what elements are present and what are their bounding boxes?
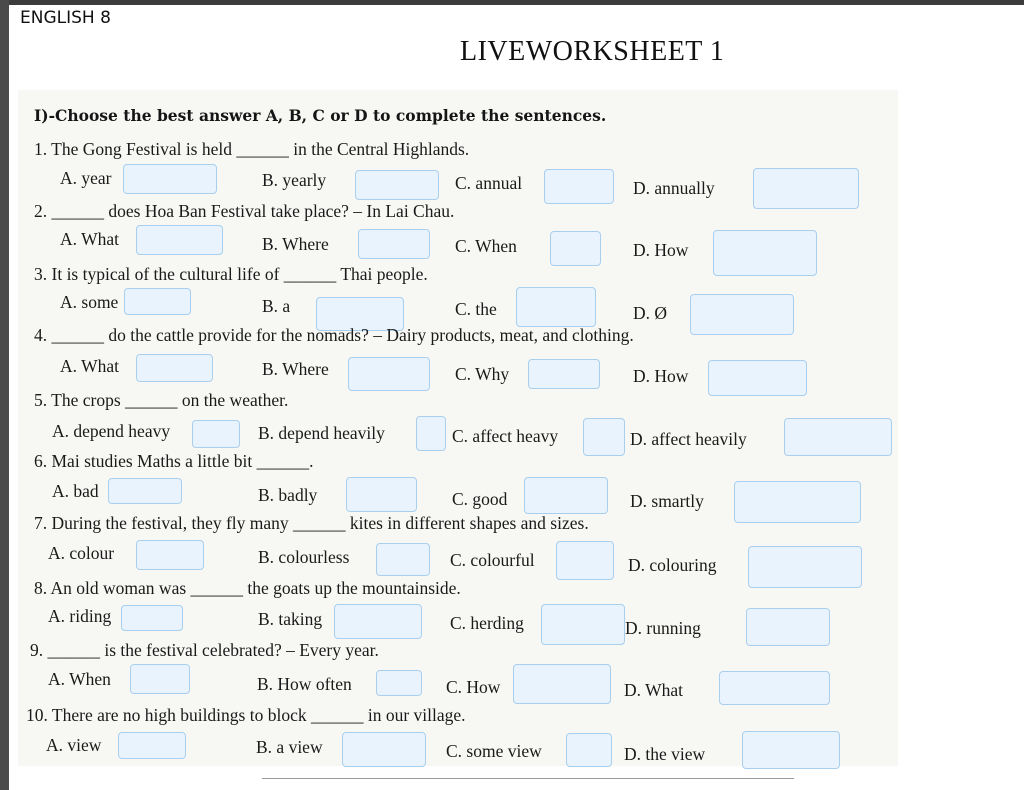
option-7b: B. colourless [258, 547, 350, 567]
question-4: 4. ______ do the cattle provide for the nomads? – Dairy products, meat, and clothing. [34, 325, 634, 345]
option-9a: A. When [48, 669, 111, 689]
answer-box-9b[interactable] [376, 670, 422, 696]
answer-box-8b[interactable] [334, 604, 422, 639]
option-10d: D. the view [624, 744, 706, 764]
option-4c: C. Why [455, 364, 510, 384]
answer-box-7d[interactable] [748, 546, 862, 588]
bottom-rule [262, 778, 794, 779]
answer-box-2c[interactable] [550, 231, 601, 266]
answer-box-10a[interactable] [118, 732, 186, 759]
option-1d: D. annually [633, 178, 715, 198]
answer-box-2a[interactable] [136, 225, 223, 255]
option-6b: B. badly [258, 485, 318, 505]
answer-box-2d[interactable] [713, 230, 817, 276]
answer-box-3d[interactable] [690, 294, 794, 335]
question-2: 2. ______ does Hoa Ban Festival take place? – In Lai Chau. [34, 201, 455, 221]
answer-box-7b[interactable] [376, 543, 430, 576]
page-title: LIVEWORKSHEET 1 [460, 36, 725, 67]
answer-box-8a[interactable] [121, 605, 183, 631]
option-1c: C. annual [455, 173, 523, 193]
answer-box-3c[interactable] [516, 287, 596, 327]
option-3a: A. some [60, 292, 119, 312]
answer-box-6c[interactable] [524, 477, 608, 514]
option-4b: B. Where [262, 359, 329, 379]
option-8c: C. herding [450, 613, 524, 633]
answer-box-9a[interactable] [130, 664, 190, 694]
option-8a: A. riding [48, 606, 112, 626]
left-border [0, 0, 9, 790]
answer-box-9c[interactable] [513, 664, 611, 704]
answer-box-8c[interactable] [541, 604, 625, 645]
question-9: 9. ______ is the festival celebrated? – Every year. [30, 640, 379, 660]
answer-box-10c[interactable] [566, 733, 612, 767]
option-10a: A. view [46, 735, 102, 755]
option-1a: A. year [60, 168, 112, 188]
option-3d: D. Ø [633, 303, 668, 323]
answer-box-10d[interactable] [742, 731, 840, 769]
option-9d: D. What [624, 680, 683, 700]
answer-box-3a[interactable] [124, 288, 191, 315]
option-7c: C. colourful [450, 550, 535, 570]
option-9b: B. How often [257, 674, 352, 694]
answer-box-2b[interactable] [358, 229, 430, 259]
answer-box-4c[interactable] [528, 359, 600, 389]
option-7d: D. colouring [628, 555, 717, 575]
option-5d: D. affect heavily [630, 429, 747, 449]
top-border [0, 0, 1024, 5]
instruction-text: I)-Choose the best answer A, B, C or D to complete the sentences. [34, 106, 607, 125]
option-6a: A. bad [52, 481, 99, 501]
question-1: 1. The Gong Festival is held ______ in the Central Highlands. [34, 139, 470, 159]
option-4d: D. How [633, 366, 689, 386]
question-3: 3. It is typical of the cultural life of ______ Thai people. [34, 264, 428, 284]
question-5: 5. The crops ______ on the weather. [34, 390, 289, 410]
option-2b: B. Where [262, 234, 329, 254]
answer-box-5a[interactable] [192, 420, 240, 448]
answer-box-6b[interactable] [346, 477, 417, 512]
answer-box-4d[interactable] [708, 360, 807, 396]
answer-box-1b[interactable] [355, 170, 439, 200]
answer-box-7c[interactable] [556, 541, 614, 580]
option-6c: C. good [452, 489, 508, 509]
option-3b: B. a [262, 296, 291, 316]
option-6d: D. smartly [630, 491, 704, 511]
option-2d: D. How [633, 240, 689, 260]
question-8: 8. An old woman was ______ the goats up the mountainside. [34, 578, 461, 598]
option-10b: B. a view [256, 737, 323, 757]
question-6: 6. Mai studies Maths a little bit ______. [34, 451, 314, 471]
option-2a: A. What [60, 229, 119, 249]
option-10c: C. some view [446, 741, 542, 761]
option-1b: B. yearly [262, 170, 327, 190]
answer-box-6d[interactable] [734, 481, 861, 523]
answer-box-4a[interactable] [136, 354, 213, 382]
option-9c: C. How [446, 677, 501, 697]
answer-box-5c[interactable] [583, 418, 625, 456]
option-8b: B. taking [258, 609, 323, 629]
answer-box-7a[interactable] [136, 540, 204, 570]
answer-box-8d[interactable] [746, 608, 830, 646]
answer-box-9d[interactable] [719, 671, 830, 705]
answer-box-1c[interactable] [544, 169, 614, 204]
option-4a: A. What [60, 356, 119, 376]
answer-box-6a[interactable] [108, 478, 182, 504]
answer-box-5d[interactable] [784, 418, 892, 456]
option-8d: D. running [625, 618, 701, 638]
answer-box-4b[interactable] [348, 357, 430, 391]
option-5a: A. depend heavy [52, 421, 171, 441]
question-10: 10. There are no high buildings to block ______ in our village. [26, 705, 466, 725]
option-2c: C. When [455, 236, 517, 256]
answer-box-10b[interactable] [342, 732, 426, 767]
subject-label: ENGLISH 8 [20, 8, 111, 28]
option-5c: C. affect heavy [452, 426, 559, 446]
answer-box-1d[interactable] [753, 168, 859, 209]
option-3c: C. the [455, 299, 497, 319]
answer-box-5b[interactable] [416, 416, 446, 451]
question-7: 7. During the festival, they fly many ______ kites in different shapes and sizes. [34, 513, 589, 533]
option-7a: A. colour [48, 543, 115, 563]
answer-box-1a[interactable] [123, 164, 217, 194]
option-5b: B. depend heavily [258, 423, 385, 443]
